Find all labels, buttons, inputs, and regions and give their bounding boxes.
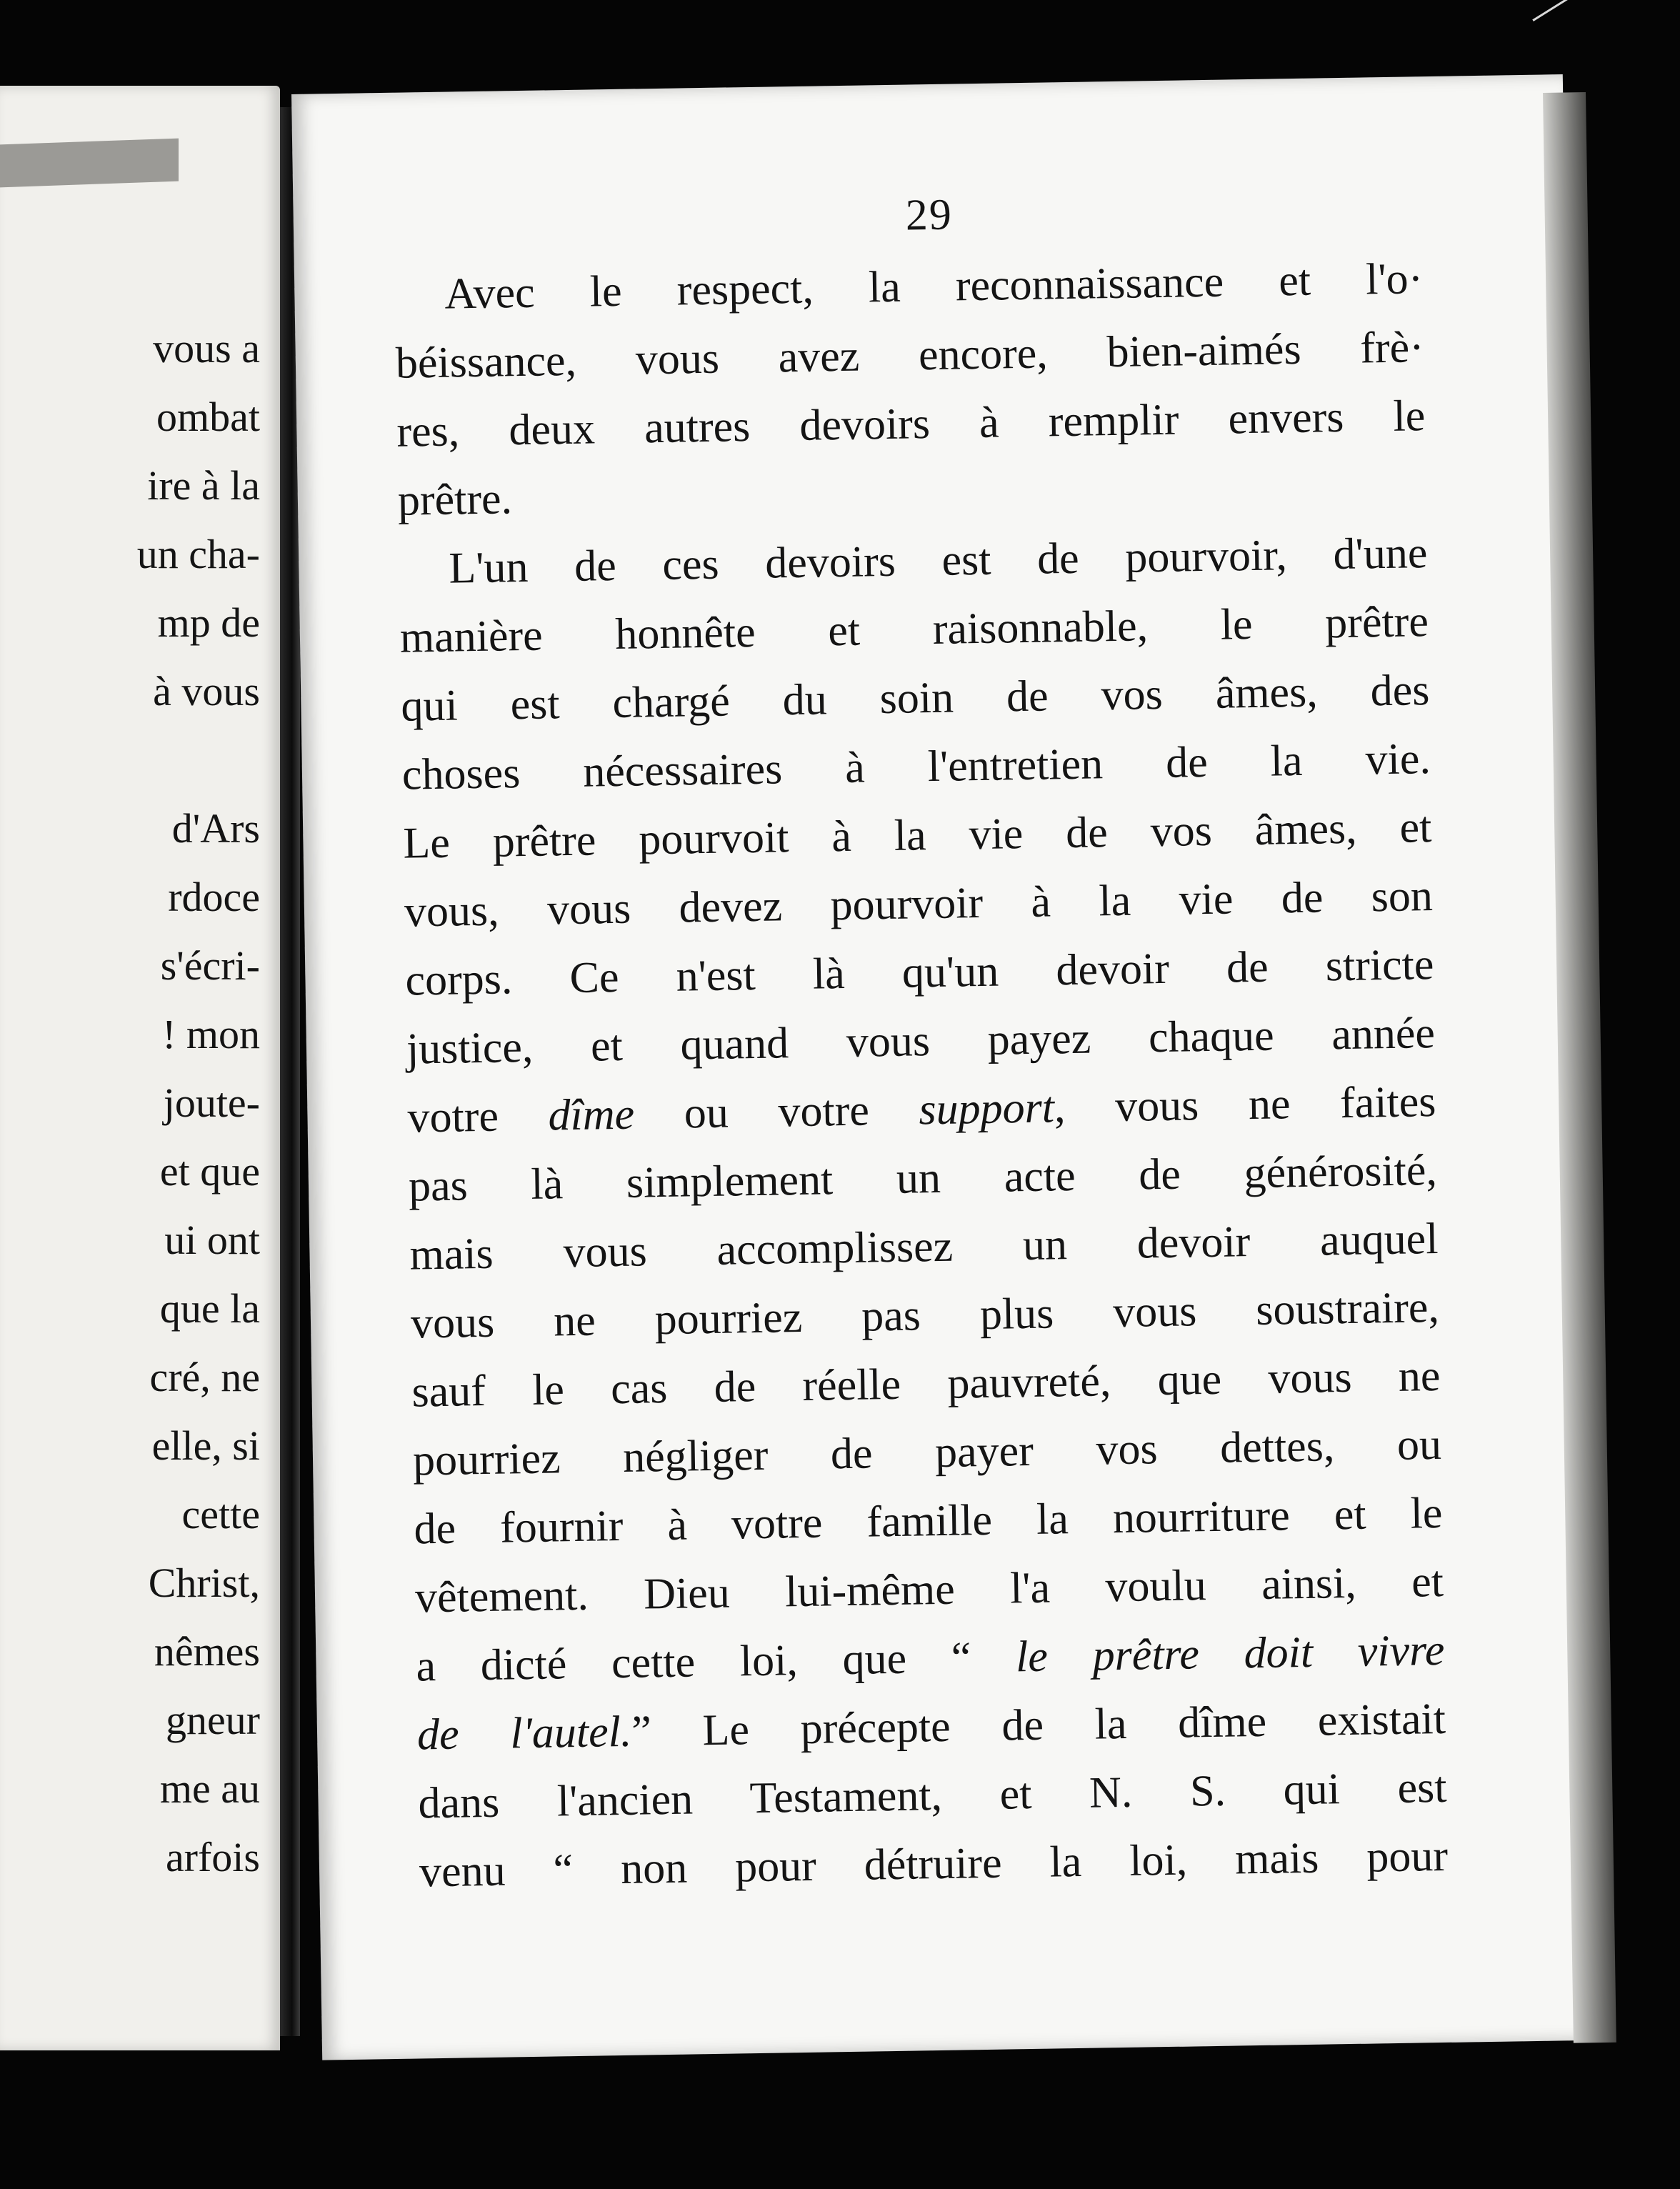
left-page-line: ui ont [164,1217,260,1263]
text-line: dans l'ancien Testament, et N. S. qui est [418,1762,1447,1828]
left-page-line: mp de [157,599,260,646]
text-line: manière honnête et raisonnable, le prêtre [399,597,1429,662]
text-line: res, deux autres devoirs à remplir envers le [396,392,1426,457]
left-page-line: ! mon [162,1011,260,1057]
text-line: vous ne pourriez pas plus vous soustraire, [410,1282,1440,1348]
left-page-line: s'écri- [160,942,260,989]
italic-run: support [918,1083,1055,1135]
text-line: justice, et quand vous payez chaque année [406,1009,1436,1074]
page-number: 29 [905,190,954,240]
text-line: mais vous accomplissez un devoir auquel [409,1214,1439,1280]
left-page-line: à vous [153,668,260,714]
text-line: vêtement. Dieu lui-même l'a voulu ainsi, et [414,1557,1444,1622]
italic-run: de l'autel. [416,1707,632,1760]
left-page-line: arfois [165,1834,260,1880]
text-line: sauf le cas de réelle pauvreté, que vous ne [411,1351,1441,1417]
text-line: béissance, vous avez encore, bien-aimés frè· [395,323,1425,388]
text-line: de fournir à votre famille la nourriture et le [414,1488,1443,1554]
left-page-line: cré, ne [149,1354,260,1400]
left-page-line: vous a [153,325,260,372]
left-page-line: gneur [165,1697,260,1743]
text-line: corps. Ce n'est là qu'un devoir de stricte [404,940,1434,1005]
left-page-line: rdoce [168,874,260,920]
text-run: votre [406,1091,549,1142]
right-page-text [394,244,1449,1906]
text-run: a dicté cette loi, que “ [416,1632,1016,1691]
text-line: L'un de ces devoirs est de pourvoir, d'une [448,529,1428,593]
scan-mark [1532,0,1581,21]
left-page [0,86,280,2050]
text-line: pourriez négliger de payer vos dettes, ou [412,1420,1442,1485]
text-line: prêtre. [397,474,513,525]
text-line: venu “ non pour détruire la loi, mais pour [419,1831,1449,1897]
left-page-line: un cha- [136,531,260,577]
right-page [291,74,1594,2060]
left-page-line: d'Ars [171,805,260,852]
italic-run: le prêtre doit vivre [1015,1625,1445,1682]
text-line: vous, vous devez pourvoir à la vie de son [404,872,1434,937]
left-page-line: cette [181,1491,260,1537]
italic-run: dîme [548,1089,635,1140]
left-page-line: nêmes [154,1628,260,1675]
left-page-line: Christ, [148,1560,260,1606]
left-page-line: ombat [156,394,260,440]
left-page-line: et que [159,1148,260,1195]
text-run: ou votre [634,1085,920,1139]
text-line: choses nécessaires à l'entretien de la vie. [401,734,1431,799]
left-page-line: ire à la [147,462,260,509]
left-page-line: joute- [163,1079,260,1126]
text-run: ” Le précepte de la dîme existait [631,1694,1446,1756]
left-page-text [3,314,260,1892]
left-page-line: elle, si [151,1422,260,1469]
text-line: qui est chargé du soin de vos âmes, des [400,666,1430,731]
text-line: Avec le respect, la reconnaissance et l'o· [444,254,1424,319]
left-page-line: me au [159,1765,260,1812]
left-page-line [3,726,260,794]
text-run: , vous ne faites [1054,1077,1436,1132]
text-line: Le prêtre pourvoit à la vie de vos âmes, et [402,803,1432,868]
left-page-line: que la [159,1285,260,1332]
text-line: pas là simplement un acte de générosité, [408,1145,1438,1211]
left-page-top-strip [0,139,179,188]
